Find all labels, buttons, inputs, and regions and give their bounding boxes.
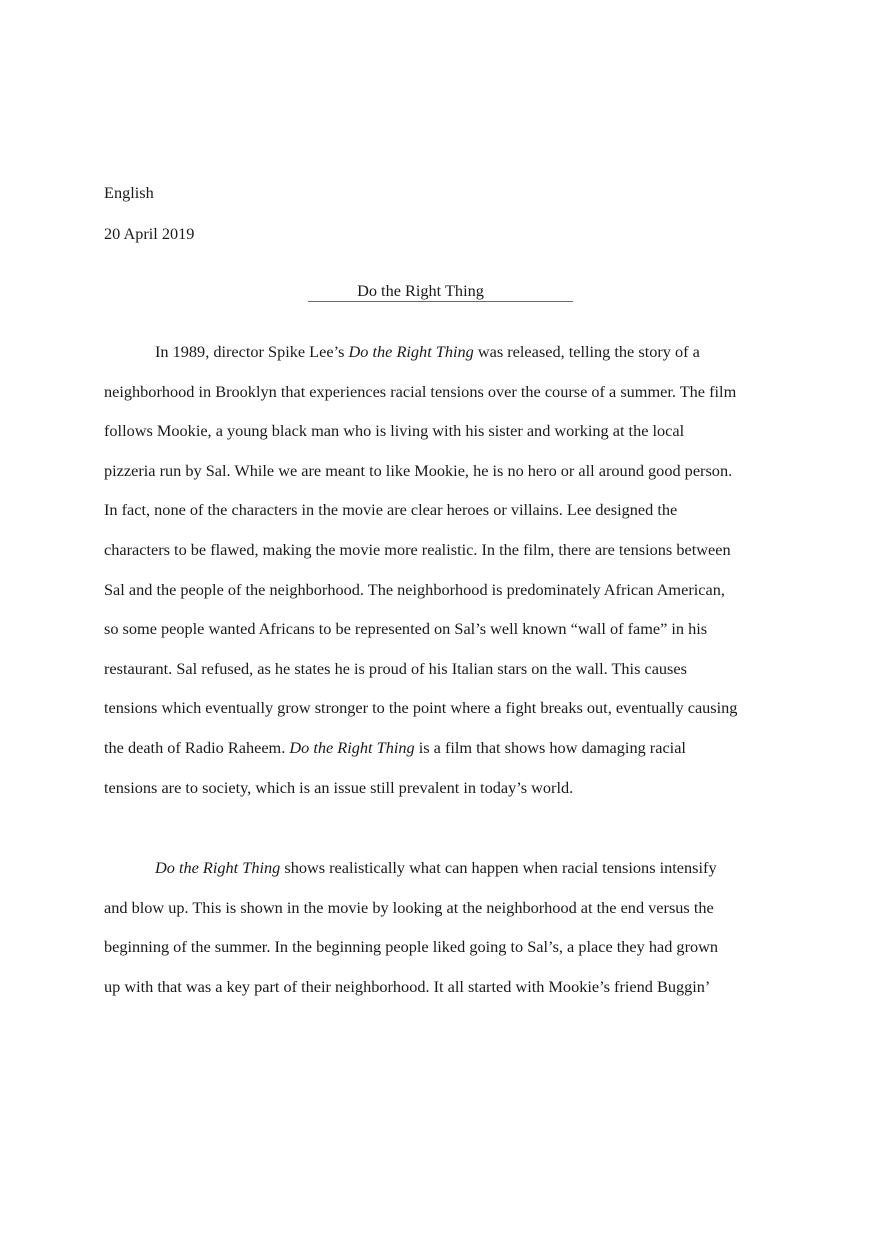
text-line [104, 967, 784, 1007]
text-line [104, 888, 784, 928]
text-segment: follows Mookie, a young black man who is living with his sister and working at the local [104, 421, 685, 441]
text-line [104, 451, 784, 491]
text-line [104, 927, 784, 967]
text-segment: restaurant. Sal refused, as he states he is proud of his Italian stars on the wall. This causes [104, 658, 687, 678]
text-line [104, 411, 784, 451]
film-title-italic: Do the Right Thing [289, 737, 415, 757]
paragraph-2 [104, 848, 784, 1006]
text-segment: In fact, none of the characters in the movie are clear heroes or villains. Lee designed the [104, 500, 678, 520]
course-name: English [104, 183, 154, 202]
text-segment: tensions which eventually grow stronger to the point where a fight breaks out, eventually causing [104, 698, 738, 718]
text-segment: up with that was a key part of their neighborhood. It all started with Mookie’s friend Buggin’ [104, 976, 711, 996]
text-segment: was released, telling the story of a [473, 342, 700, 361]
text-line [104, 768, 784, 808]
text-line [104, 530, 784, 570]
text-segment: characters to be flawed, making the movie more realistic. In the film, there are tensions between [104, 539, 731, 559]
text-segment: so some people wanted Africans to be represented on Sal’s well known “wall of fame” in his [104, 619, 708, 639]
text-line [104, 570, 784, 610]
film-title-italic: Do the Right Thing [155, 858, 281, 877]
text-segment: neighborhood in Brooklyn that experiences racial tensions over the course of a summer. The film [104, 381, 737, 401]
text-line [104, 372, 784, 412]
text-line [104, 728, 784, 768]
text-line [104, 649, 784, 689]
essay-title-text: Do the Right Thing [357, 281, 484, 300]
text-line [104, 490, 784, 530]
text-line [104, 609, 784, 649]
text-segment: and blow up. This is shown in the movie by looking at the neighborhood at the end versus the [104, 897, 714, 917]
text-segment: tensions are to society, which is an issue still prevalent in today’s world. [104, 777, 574, 797]
paragraph-1 [104, 332, 784, 807]
text-line [104, 332, 784, 372]
text-segment: In 1989, director Spike Lee’s [155, 342, 349, 361]
text-segment: is a film that shows how damaging racial [414, 737, 686, 757]
text-segment: the death of Radio Raheem. [104, 737, 290, 757]
essay-title [308, 281, 573, 302]
text-segment: pizzeria run by Sal. While we are meant to like Mookie, he is no hero or all around good person. [104, 460, 733, 480]
date-line: 20 April 2019 [104, 224, 195, 243]
text-segment: Sal and the people of the neighborhood. The neighborhood is predominately African American, [104, 579, 725, 599]
text-line [104, 848, 784, 888]
film-title-italic: Do the Right Thing [348, 342, 474, 361]
text-line [104, 688, 784, 728]
text-segment: beginning of the summer. In the beginning people liked going to Sal’s, a place they had grown [104, 937, 719, 957]
text-segment: shows realistically what can happen when racial tensions intensify [280, 858, 717, 877]
